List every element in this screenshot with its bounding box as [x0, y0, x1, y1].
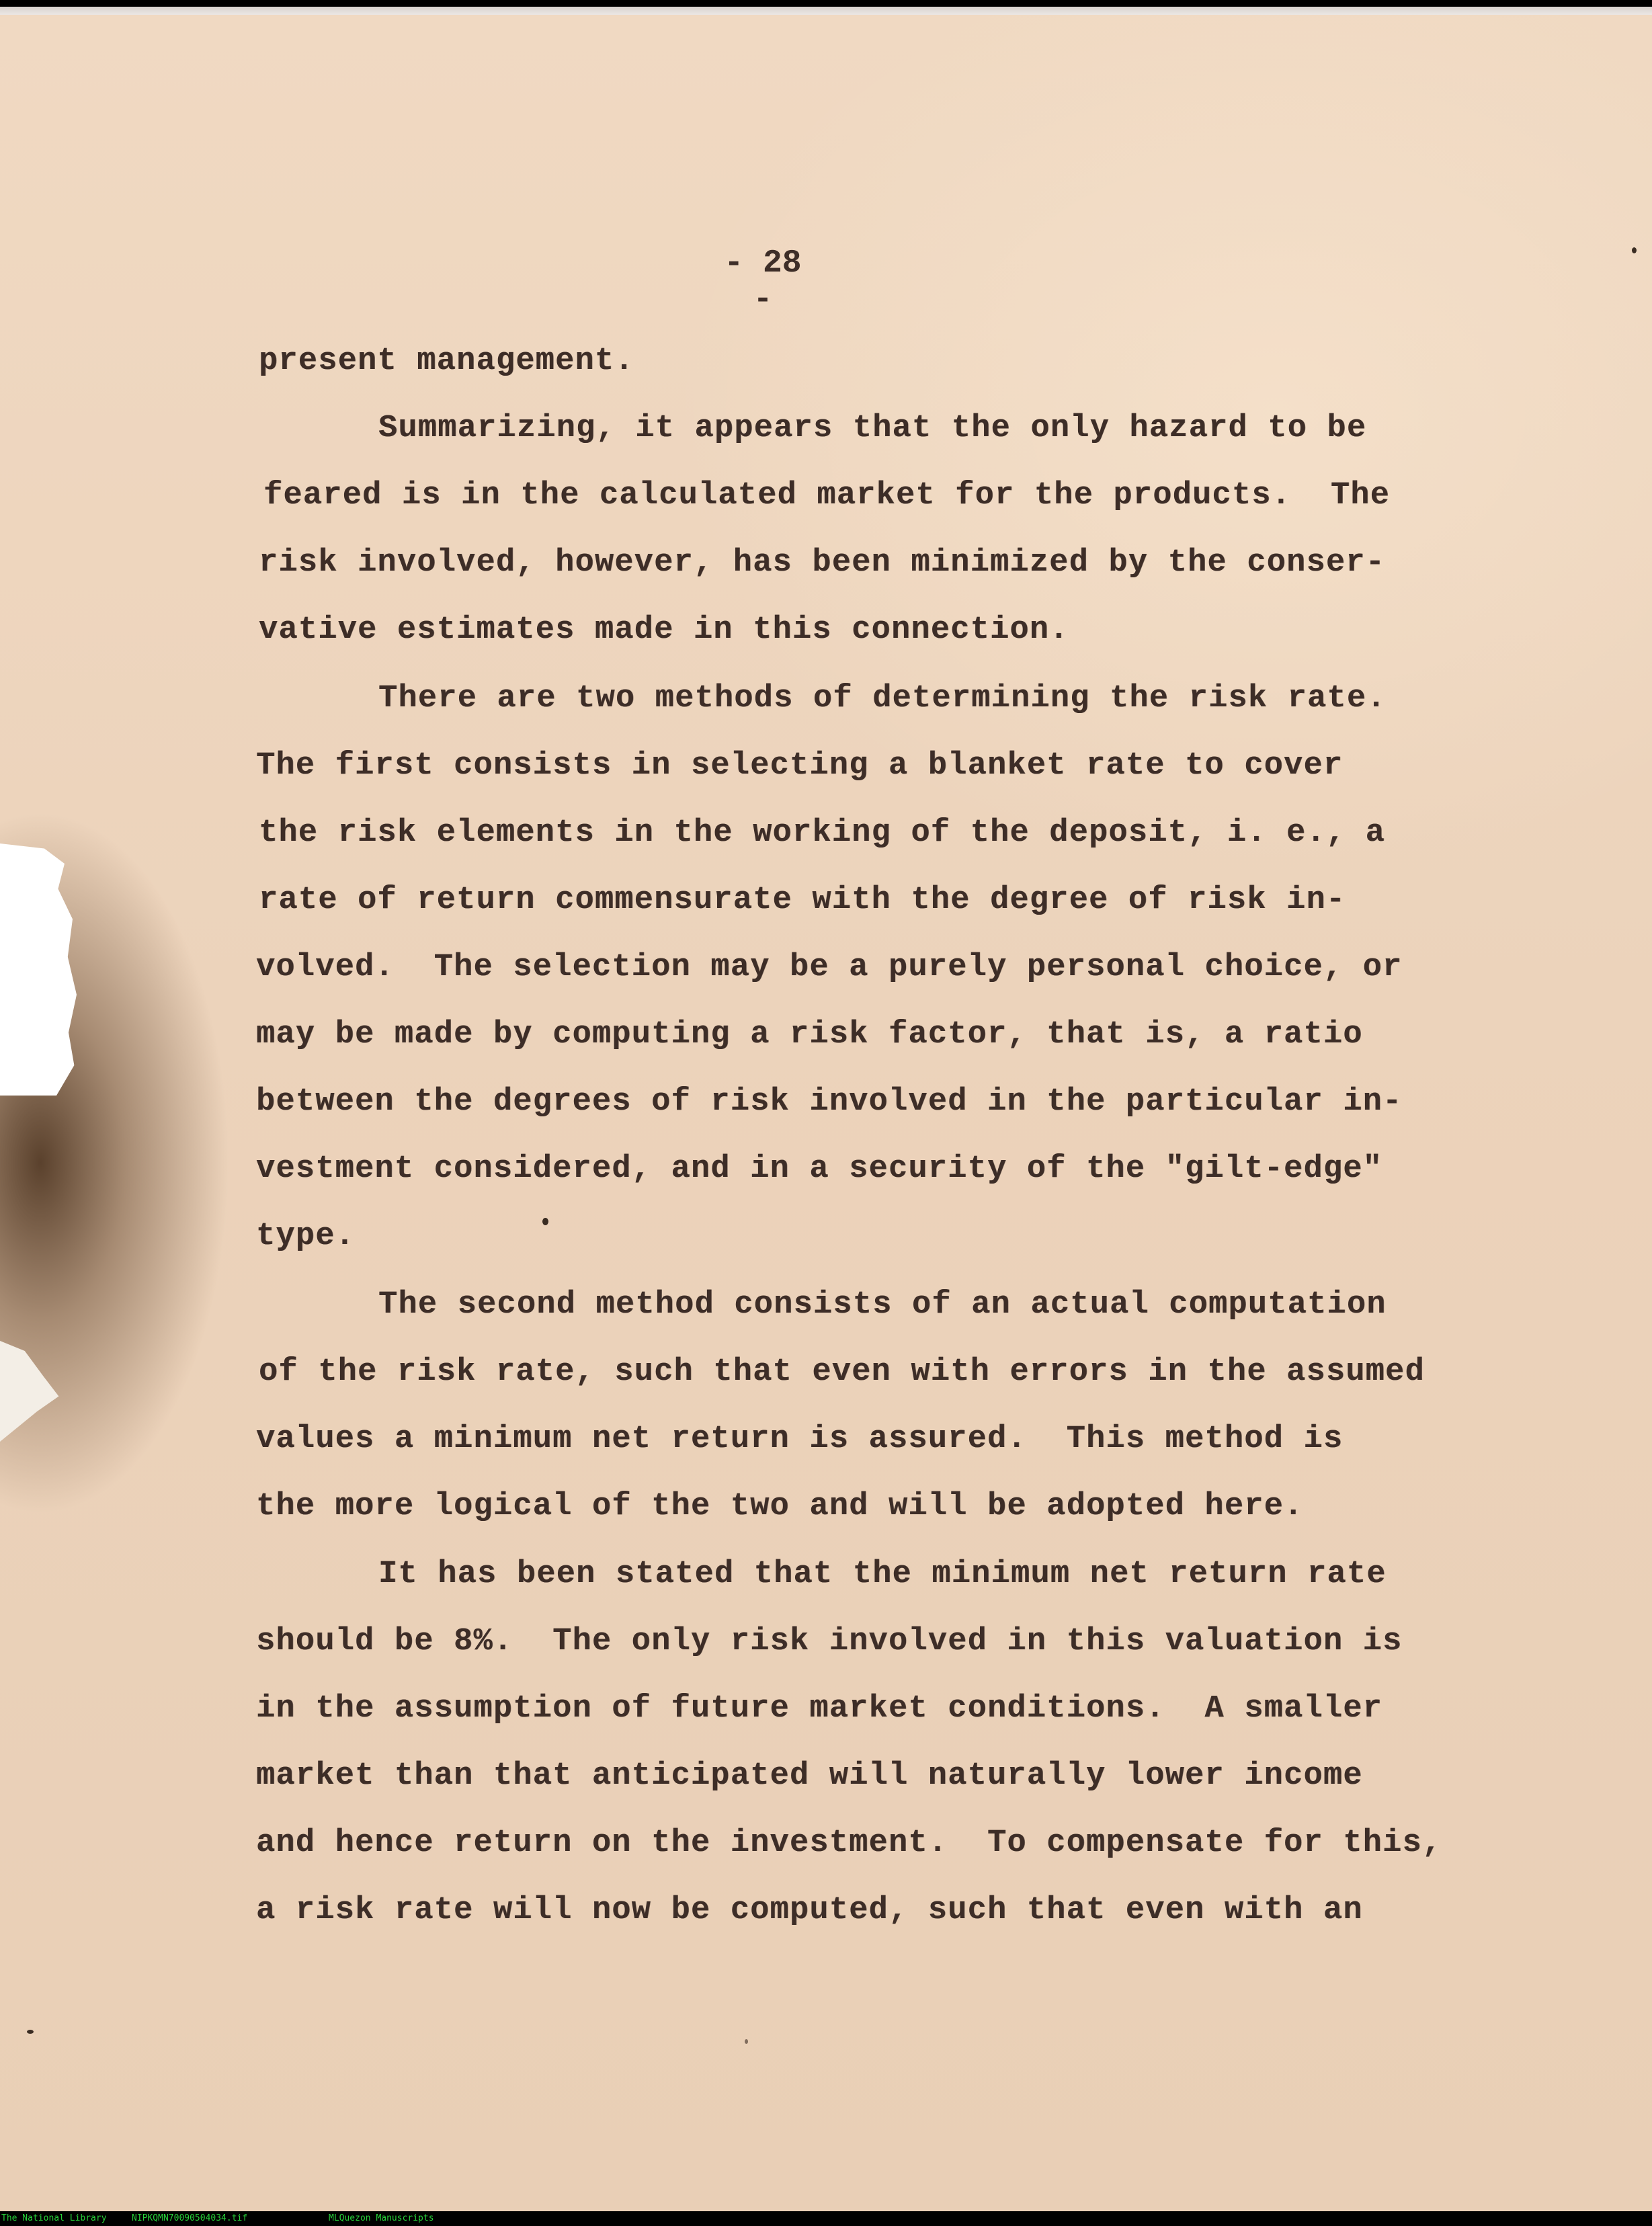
text-line: vative estimates made in this connection.: [259, 612, 1069, 648]
text-line: values a minimum net return is assured. This method is: [256, 1421, 1344, 1457]
text-line: may be made by computing a risk factor, that is, a ratio: [256, 1017, 1363, 1053]
text-line: between the degrees of risk involved in the particular in-: [256, 1084, 1403, 1120]
ink-speck: [745, 2039, 748, 2044]
torn-edge: [0, 1341, 62, 1442]
footer-file-name: NIPKQMN70090504034.tif: [132, 2213, 248, 2223]
text-line: market than that anticipated will naturally lower income: [256, 1758, 1363, 1794]
document-page: [0, 7, 1652, 2211]
text-line: of the risk rate, such that even with errors in the assumed: [259, 1354, 1425, 1390]
text-line: present management.: [259, 343, 634, 379]
torn-edge: [0, 843, 81, 1096]
ink-speck: [1632, 247, 1637, 253]
text-line: type.: [256, 1219, 356, 1254]
text-line: rate of return commensurate with the degree of risk in-: [259, 882, 1346, 918]
footer-library-label: The National Library: [1, 2213, 107, 2223]
text-line: The second method consists of an actual computation: [378, 1287, 1387, 1323]
text-line: risk involved, however, has been minimized by the conser-: [259, 545, 1386, 581]
text-line: Summarizing, it appears that the only hazard to be: [378, 411, 1367, 446]
text-line: and hence return on the investment. To compensate for this,: [256, 1825, 1442, 1861]
text-line: feared is in the calculated market for the products. The: [263, 478, 1391, 513]
ink-speck: [27, 2030, 34, 2034]
text-line: volved. The selection may be a purely personal choice, or: [256, 950, 1403, 985]
text-line: in the assumption of future market conditions. A smaller: [256, 1691, 1383, 1727]
text-line: the more logical of the two and will be adopted here.: [256, 1489, 1304, 1524]
text-line: There are two methods of determining the risk rate.: [378, 681, 1387, 716]
page-top-edge: [0, 7, 1652, 15]
text-line: should be 8%. The only risk involved in this valuation is: [256, 1624, 1403, 1659]
text-line: The first consists in selecting a blanket rate to cover: [256, 748, 1344, 784]
text-line: the risk elements in the working of the deposit, i. e., a: [259, 815, 1386, 851]
text-line: a risk rate will now be computed, such that even with an: [256, 1893, 1363, 1928]
text-line: It has been stated that the minimum net return rate: [378, 1557, 1387, 1592]
page-number: - 28 -: [724, 245, 802, 318]
text-line: vestment considered, and in a security of the "gilt-edge": [256, 1151, 1383, 1187]
footer-collection-label: MLQuezon Manuscripts: [329, 2213, 434, 2223]
scan-footer: [0, 2211, 1652, 2226]
ink-speck: [542, 1218, 548, 1225]
